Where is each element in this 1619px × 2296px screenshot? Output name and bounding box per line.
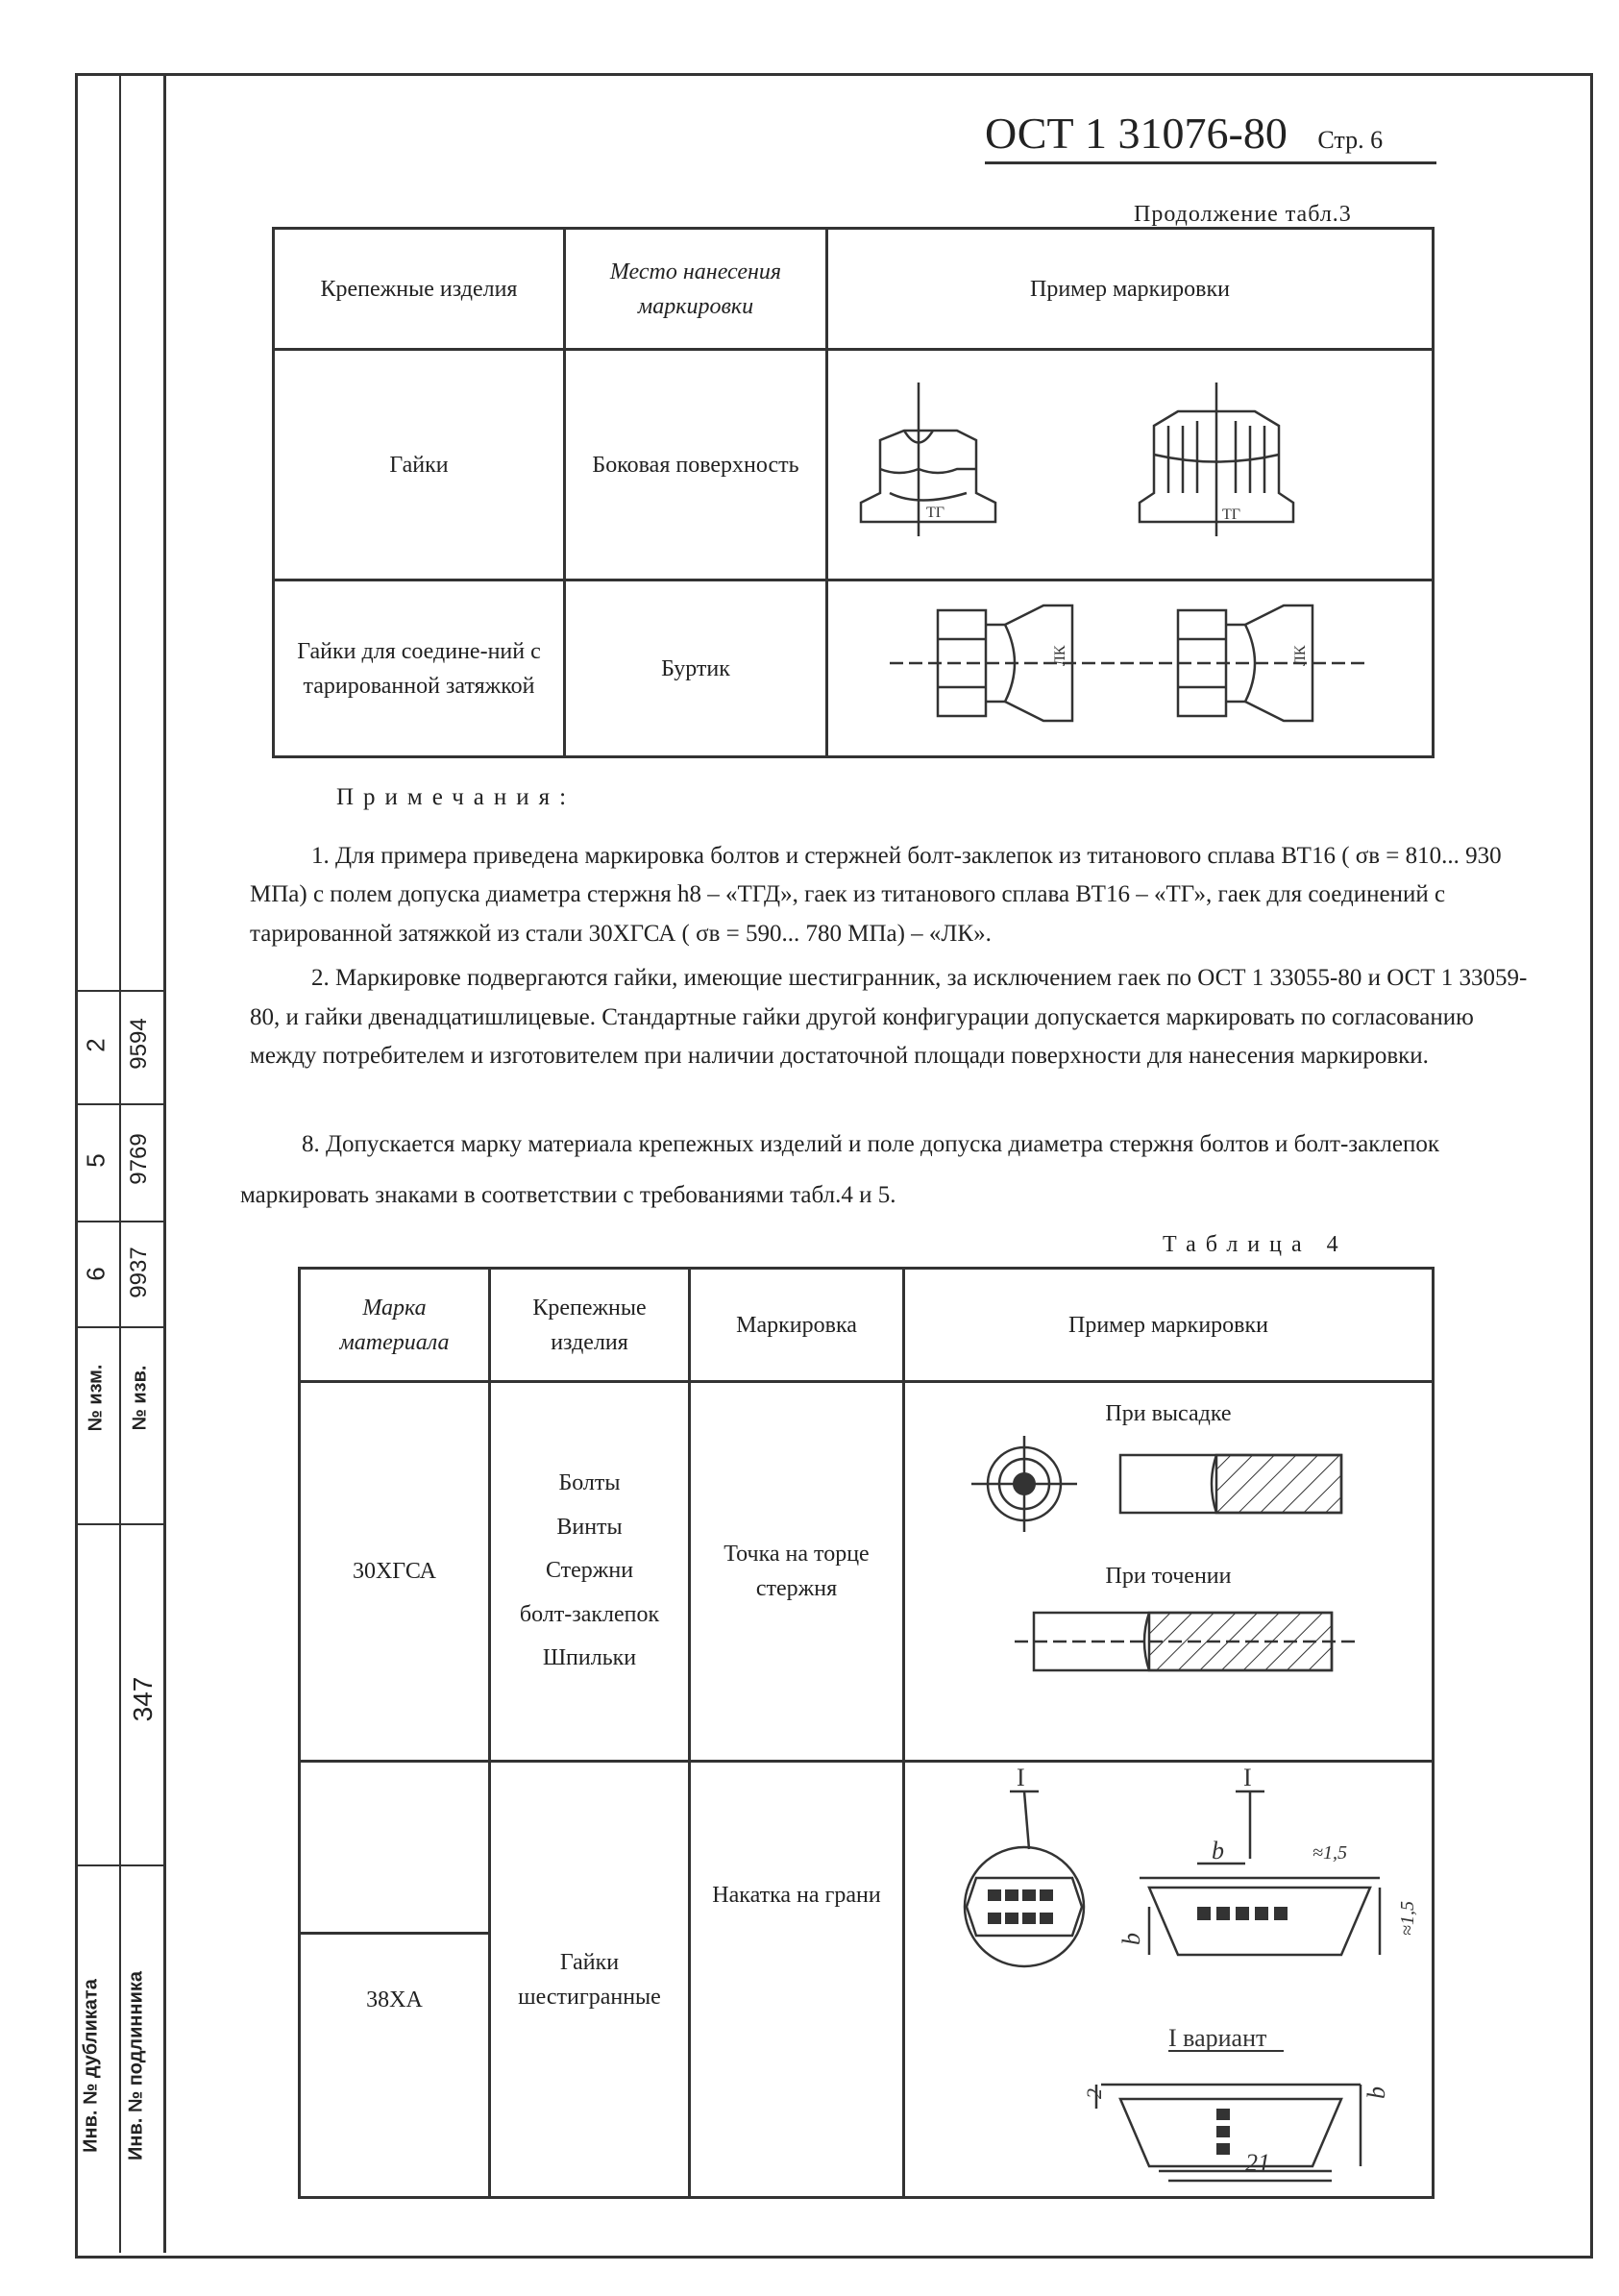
note-1: 1. Для примера приведена маркировка болтов и стержней болт-заклепок из титанового сплава ВТ16 ( σв = 810... 930 МПа) с полем допуска диаметра стержня h8 – «ТГД», гаек из титанового сплава ВТ16 – «ТГ», гаек для соединений с тарированной затяжкой из стали 30ХГСА ( σв = 590... 780 МПа) – «ЛК». bbox=[250, 842, 1502, 947]
nut-marking-drawing bbox=[832, 363, 1428, 555]
side-line bbox=[75, 990, 163, 992]
table4-header-material: Марка материала bbox=[300, 1269, 490, 1382]
clause-8 bbox=[240, 1120, 1518, 1221]
stamp-change-2: 2 bbox=[81, 1038, 110, 1052]
dim-2: 2 bbox=[1082, 2088, 1106, 2099]
table-row bbox=[274, 350, 1434, 580]
stamp-notice-9937: 9937 bbox=[126, 1247, 152, 1298]
inv-duplicate-label: Инв. № дубликата bbox=[80, 1979, 102, 2153]
side-line bbox=[75, 1326, 163, 1328]
dim-approx-side: ≈1,5 bbox=[1397, 1901, 1418, 1936]
table4-items-bolts bbox=[490, 1382, 690, 1762]
item-studs: Шпильки bbox=[542, 1645, 637, 1671]
dim-b-top: b bbox=[1212, 1837, 1224, 1864]
turning-drawing bbox=[928, 1593, 1409, 1690]
collar-mark-text-1: ЛК bbox=[1052, 645, 1068, 666]
table3-item-nuts: Гайки bbox=[274, 350, 565, 580]
table3-header-example: Пример маркировки bbox=[827, 229, 1434, 350]
callout-left: I bbox=[1017, 1764, 1025, 1791]
table4-items-nuts: Гайки шестигранные bbox=[490, 1762, 690, 2198]
document-header bbox=[985, 108, 1383, 159]
stamp-notice-9769: 9769 bbox=[126, 1133, 152, 1185]
clause-8-text: 8. Допускается марку материала крепежных изделий и поле допуска диаметра стержня болтов и болт-заклепок маркировать знаками в соответствии с требованиями табл.4 и 5. bbox=[240, 1131, 1439, 1208]
table4-material-30xgsa: 30ХГСА bbox=[300, 1382, 490, 1762]
collar-mark-text-2: ЛК bbox=[1292, 645, 1309, 666]
label-turning: При точении bbox=[1105, 1564, 1232, 1589]
table-row bbox=[274, 580, 1434, 757]
nut-mark-text-2: ТГ bbox=[1222, 506, 1241, 523]
dim-approx-top: ≈1,5 bbox=[1312, 1842, 1347, 1864]
table4-marking-knurl: Накатка на грани bbox=[690, 1762, 904, 2198]
table4-example-dot bbox=[904, 1382, 1434, 1762]
dim-b-side: b bbox=[1117, 1933, 1145, 1945]
stamp-notice-9594: 9594 bbox=[126, 1018, 152, 1070]
stamp-change-5: 5 bbox=[81, 1153, 110, 1168]
table4-header-example: Пример маркировки bbox=[904, 1269, 1434, 1382]
note-2: 2. Маркировке подвергаются гайки, имеющие шестигранник, за исключением гаек по ОСТ 1 33055-80 и ОСТ 1 33059-80, и гайки двенадцатишлицевые. Стандартные гайки другой конфигурации допускается маркировать по согласованию между потребителем и изготовителем при наличии достаточной площади поверхности для нанесения маркировки. bbox=[250, 965, 1528, 1069]
table4-header-marking: Маркировка bbox=[690, 1269, 904, 1382]
dim-21: 21 bbox=[1245, 2149, 1270, 2177]
table3 bbox=[272, 227, 1435, 758]
item-rods: Стержни bbox=[545, 1558, 634, 1584]
knurl-drawing bbox=[928, 1763, 1418, 2185]
table4-marking-dot: Точка на торце стержня bbox=[690, 1382, 904, 1762]
table4-material-spacer bbox=[300, 1762, 490, 1934]
table3-caption: Продолжение табл.3 bbox=[1134, 202, 1352, 227]
item-bolts: Болты bbox=[558, 1470, 621, 1496]
stamp-notice-label: № изв. bbox=[129, 1365, 151, 1431]
table3-place-collar: Буртик bbox=[565, 580, 827, 757]
table3-header-items: Крепежные изделия bbox=[274, 229, 565, 350]
table4-material-38xa: 38ХА bbox=[300, 1933, 490, 2197]
table4 bbox=[298, 1267, 1435, 2199]
notes-heading: Примечания: bbox=[336, 784, 576, 810]
upsetting-drawing bbox=[928, 1431, 1409, 1537]
table3-item-torque-nuts: Гайки для соедине-ний с тарированной затяжкой bbox=[274, 580, 565, 757]
notes-block bbox=[250, 778, 1528, 1076]
table-row bbox=[300, 1382, 1434, 1762]
label-upsetting: При высадке bbox=[1105, 1401, 1232, 1426]
page-number: Стр. 6 bbox=[1317, 126, 1384, 154]
item-bolt-rivets: болт-заклепок bbox=[519, 1601, 660, 1627]
table3-place-side: Боковая поверхность bbox=[565, 350, 827, 580]
side-stamp-divider bbox=[119, 73, 121, 2253]
collar-nut-marking-drawing bbox=[832, 581, 1428, 745]
side-line bbox=[75, 1221, 163, 1222]
table3-example-torque-nuts bbox=[827, 580, 1434, 757]
callout-right: I bbox=[1243, 1764, 1252, 1791]
table4-caption: Таблица 4 bbox=[1163, 1232, 1348, 1257]
side-line bbox=[75, 1523, 163, 1525]
stamp-change-6: 6 bbox=[81, 1267, 110, 1281]
item-screws: Винты bbox=[556, 1514, 623, 1540]
header-underline bbox=[985, 161, 1436, 164]
table4-header-items: Крепежные изделия bbox=[490, 1269, 690, 1382]
inv-original-label: Инв. № подлинника bbox=[125, 1970, 147, 2161]
table3-header-place: Место нанесения маркировки bbox=[565, 229, 827, 350]
variant-label: I вариант bbox=[1168, 2024, 1267, 2052]
table-row bbox=[300, 1762, 1434, 1934]
stamp-change-label: № изм. bbox=[85, 1364, 107, 1432]
table3-example-nuts bbox=[827, 350, 1434, 580]
dim-b-variant: b bbox=[1362, 2086, 1390, 2099]
table4-example-knurl bbox=[904, 1762, 1434, 2198]
standard-number: ОСТ 1 31076-80 bbox=[985, 109, 1288, 158]
side-line bbox=[75, 1864, 163, 1866]
nut-mark-text-1: ТГ bbox=[926, 505, 945, 521]
inventory-number: 347 bbox=[128, 1676, 158, 1722]
side-line bbox=[75, 1103, 163, 1105]
